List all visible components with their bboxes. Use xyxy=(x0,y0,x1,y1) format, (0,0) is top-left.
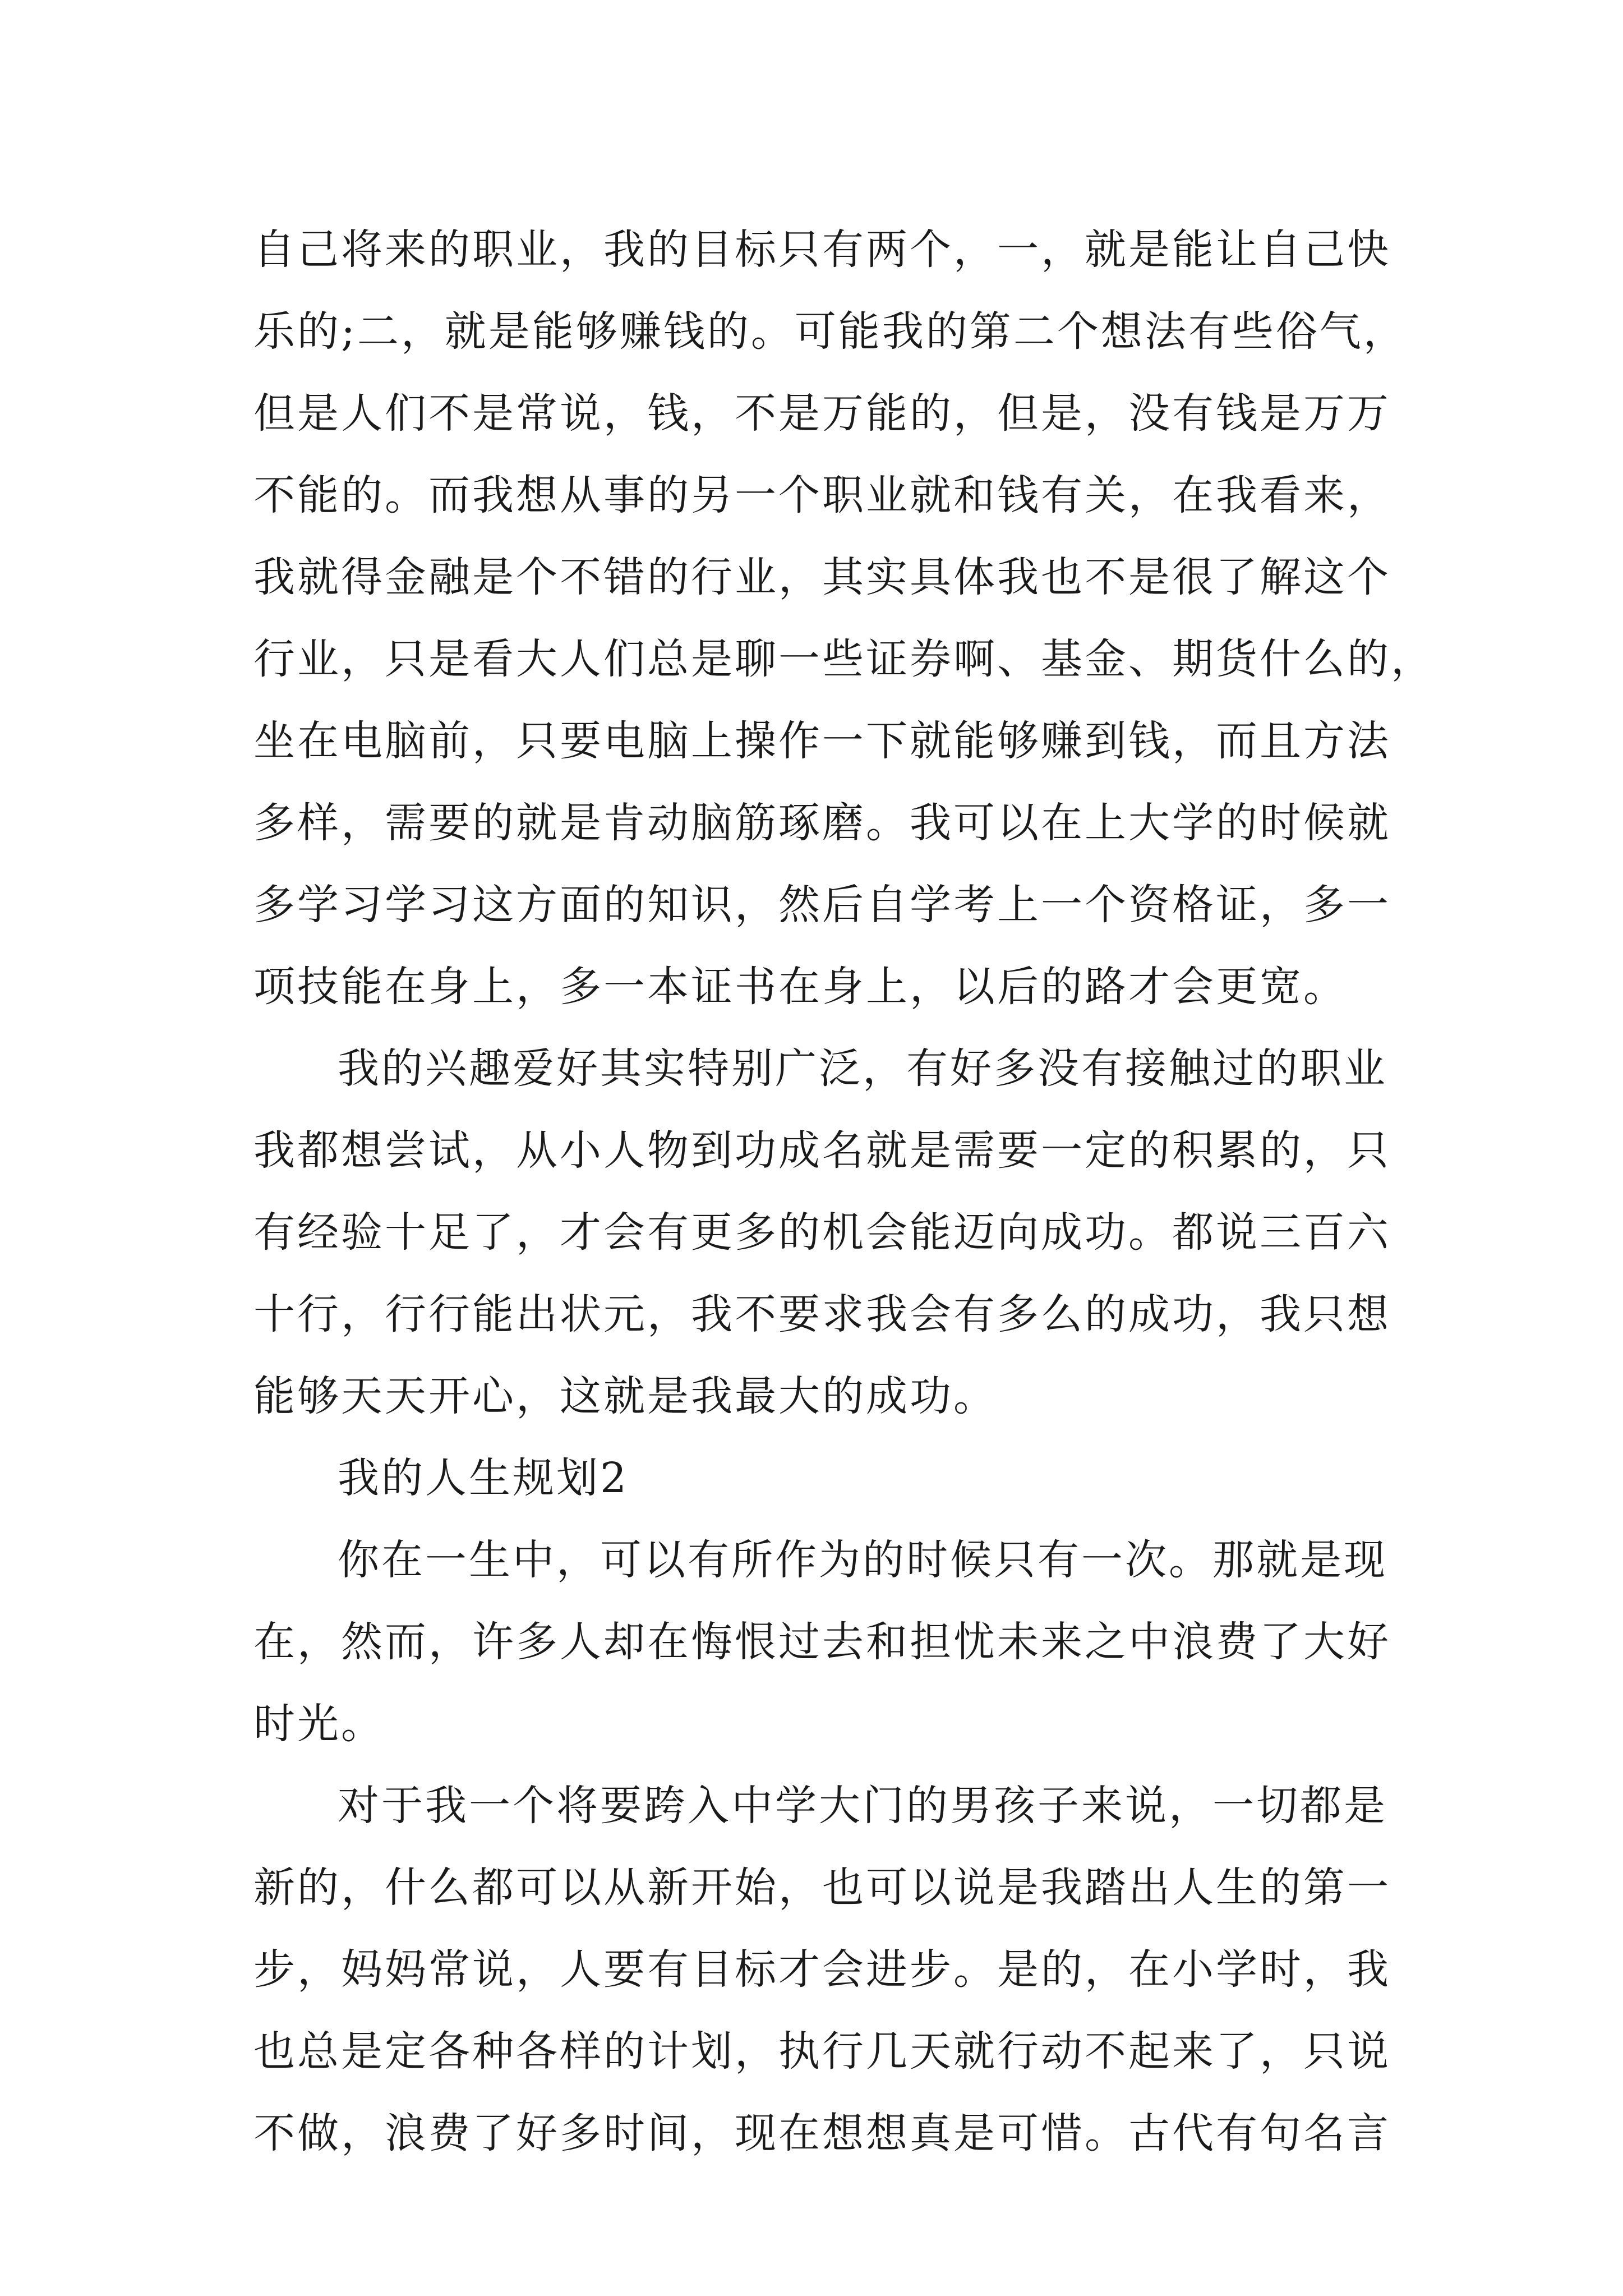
paragraph-start-line: 对于我一个将要跨入中学大门的男孩子来说，一切都是 xyxy=(338,1782,1387,1830)
text-line: 能够天天开心，这就是我最大的成功。 xyxy=(253,1372,997,1420)
text-line: 多学习学习这方面的知识，然后自学考上一个资格证，多一 xyxy=(253,881,1391,929)
paragraph-start-line: 你在一生中，可以有所作为的时候只有一次。那就是现 xyxy=(338,1536,1387,1584)
text-line: 坐在电脑前，只要电脑上操作一下就能够赚到钱，而且方法 xyxy=(253,717,1391,765)
text-line: 不做，浪费了好多时间，现在想想真是可惜。古代有句名言 xyxy=(253,2109,1391,2157)
text-line: 但是人们不是常说，钱，不是万能的，但是，没有钱是万万 xyxy=(253,389,1391,438)
section-heading: 我的人生规划2 xyxy=(338,1454,629,1502)
text-line: 在，然而，许多人却在悔恨过去和担忧未来之中浪费了大好 xyxy=(253,1618,1391,1666)
text-line: 新的，什么都可以从新开始，也可以说是我踏出人生的第一 xyxy=(253,1864,1391,1912)
text-line: 多样，需要的就是肯动脑筋琢磨。我可以在上大学的时候就 xyxy=(253,799,1391,847)
text-line: 有经验十足了，才会有更多的机会能迈向成功。都说三百六 xyxy=(253,1208,1391,1257)
text-line: 不能的。而我想从事的另一个职业就和钱有关，在我看来， xyxy=(253,471,1391,519)
text-line: 也总是定各种各样的计划，执行几天就行动不起来了，只说 xyxy=(253,2027,1391,2076)
paragraph-start-line: 我的兴趣爱好其实特别广泛，有好多没有接触过的职业 xyxy=(338,1045,1387,1093)
document-body xyxy=(253,209,1435,2174)
text-line: 项技能在身上，多一本证书在身上，以后的路才会更宽。 xyxy=(253,963,1347,1011)
text-line: 十行，行行能出状元，我不要求我会有多么的成功，我只想 xyxy=(253,1290,1391,1338)
text-line: 步，妈妈常说，人要有目标才会进步。是的，在小学时，我 xyxy=(253,1945,1391,1994)
text-line: 时光。 xyxy=(253,1700,385,1748)
text-line: 我就得金融是个不错的行业，其实具体我也不是很了解这个 xyxy=(253,553,1391,601)
text-line: 乐的;二，就是能够赚钱的。可能我的第二个想法有些俗气， xyxy=(253,307,1407,356)
text-line: 自己将来的职业，我的目标只有两个，一，就是能让自己快 xyxy=(253,226,1391,274)
text-line: 行业，只是看大人们总是聊一些证券啊、基金、期货什么的， xyxy=(253,635,1435,683)
text-line: 我都想尝试，从小人物到功成名就是需要一定的积累的，只 xyxy=(253,1126,1391,1175)
